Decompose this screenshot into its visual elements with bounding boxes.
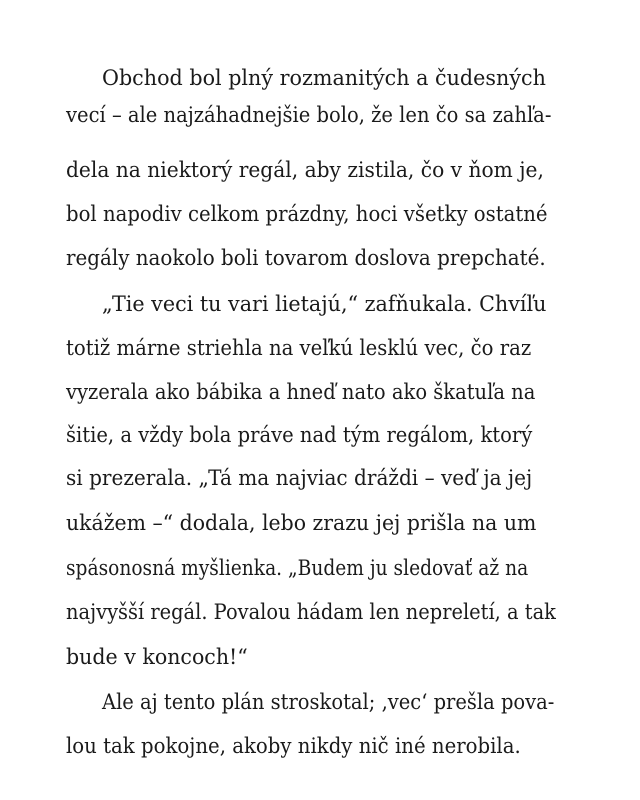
text-line: bol napodiv celkom prázdny, hoci všetky ostatné [66,202,548,226]
text-line: totiž márne striehla na veľkú lesklú vec, čo raz [66,336,532,360]
text-line: regály naokolo boli tovarom doslova prepchaté. [66,246,546,270]
text-line: spásonosná myšlienka. „Budem ju sledovať až na [66,556,529,580]
text-line: lou tak pokojne, akoby nikdy nič iné nerobila. [66,734,521,758]
text-line: najvyšší regál. Povalou hádam len nepreletí, a tak [66,600,556,624]
text-line: šitie, a vždy bola práve nad tým regálom, ktorý [66,423,533,447]
text-line: Obchod bol plný rozmanitých a čudesných [102,66,546,90]
text-line: vyzerala ako bábika a hneď nato ako škatuľa na [66,380,536,404]
text-line: ukážem –“ dodala, lebo zrazu jej prišla na um [66,511,537,535]
text-line: vecí – ale najzáhadnejšie bolo, že len čo sa zahľa- [66,103,552,127]
text-line: Ale aj tento plán stroskotal; ‚vec‘ prešla pova- [102,690,555,714]
text-line: bude v koncoch!“ [66,645,248,669]
text-line: si prezerala. „Tá ma najviac dráždi – veď ja jej [66,466,533,490]
text-line: dela na niektorý regál, aby zistila, čo v ňom je, [66,158,544,182]
text-line: „Tie veci tu vari lietajú,“ zafňukala. Chvíľu [102,292,547,316]
